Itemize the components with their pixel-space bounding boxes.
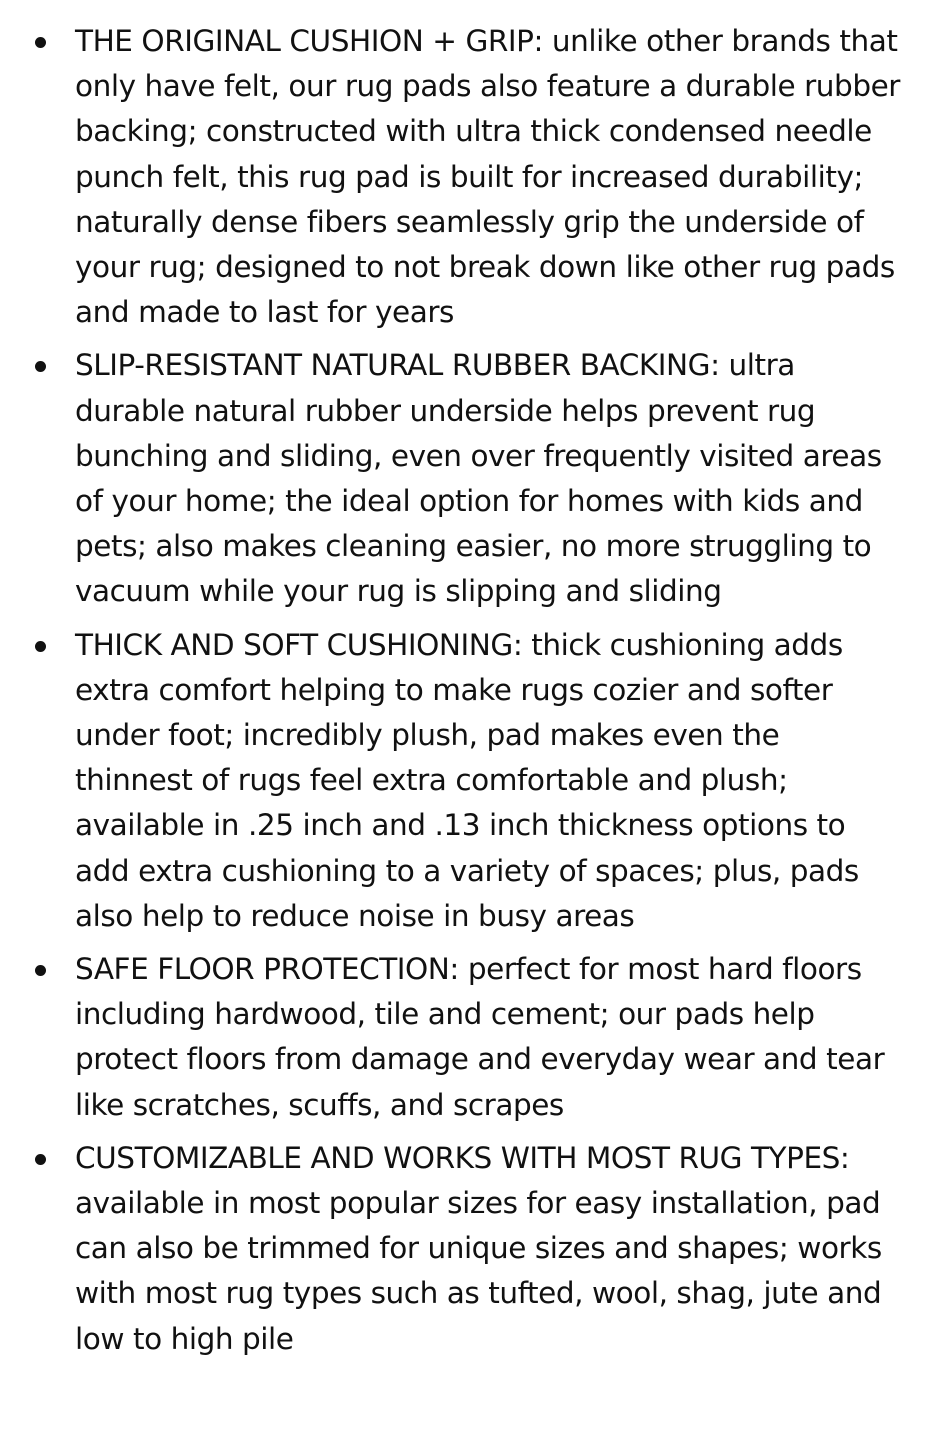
bullet-dot-icon [35, 965, 46, 976]
bullet-dot-icon [35, 361, 46, 372]
bullet-dot-icon [35, 1154, 46, 1165]
feature-bullet [0, 19, 935, 335]
feature-bullet [0, 623, 935, 939]
feature-text: THICK AND SOFT CUSHIONING: thick cushioning adds extra comfort helping to make rugs cozier and softer under foot; incredibly plush, pad makes even the thinnest of rugs feel extra comfortable and plush; available in .25 inch and .13 inch thickness options to add extra cushioning to a variety of spaces; plus, pads also help to reduce noise in busy areas [75, 627, 859, 933]
feature-text: SAFE FLOOR PROTECTION: perfect for most hard floors including hardwood, tile and cement; our pads help protect floors from damage and everyday wear and tear like scratches, scuffs, and scrapes [75, 952, 885, 1122]
feature-text: THE ORIGINAL CUSHION + GRIP: unlike other brands that only have felt, our rug pads also feature a durable rubber backing; constructed with ultra thick condensed needle punch felt, this rug pad is built for increased durability; naturally dense fibers seamlessly grip the underside of your rug; designed to not break down like other rug pads and made to last for years [75, 24, 900, 330]
feature-text: CUSTOMIZABLE AND WORKS WITH MOST RUG TYPES: available in most popular sizes for easy installation, pad can also be trimmed for unique sizes and shapes; works with most rug types such as tufted, wool, shag, jute and low to high pile [75, 1140, 882, 1356]
bullet-dot-icon [35, 37, 46, 48]
feature-text: SLIP-RESISTANT NATURAL RUBBER BACKING: ultra durable natural rubber underside helps prevent rug bunching and sliding, even over frequently visited areas of your home; the ideal option for homes with kids and pets; also makes cleaning easier, no more struggling to vacuum while your rug is slipping and sliding [75, 348, 882, 609]
feature-bullet [0, 1136, 935, 1362]
feature-bullet [0, 343, 935, 614]
bullet-dot-icon [35, 641, 46, 652]
feature-bullet [0, 947, 935, 1128]
